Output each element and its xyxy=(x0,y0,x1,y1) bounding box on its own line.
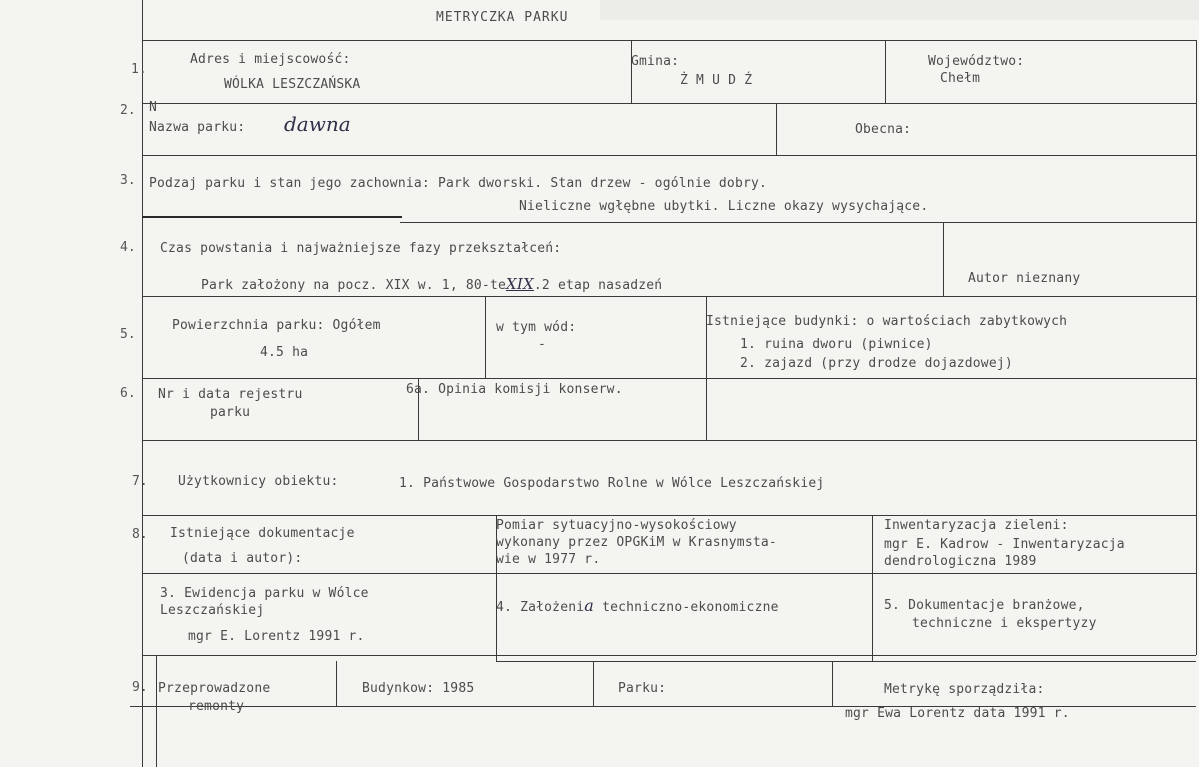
users-value: 1. Państwowe Gospodarstwo Rolne w Wólce Leszczańskiej xyxy=(399,476,825,491)
grid-line-vertical xyxy=(776,103,777,155)
building-item-2: 2. zajazd (przy drodze dojazdowej) xyxy=(740,356,1013,371)
row2-marker: N xyxy=(149,100,158,115)
author-value: Autor nieznany xyxy=(968,271,1081,286)
doc-inventory-line-1: Inwentaryzacja zieleni: xyxy=(884,518,1069,533)
grid-line-vertical xyxy=(872,515,873,661)
renovations-buildings: Budynkow: 1985 xyxy=(362,681,475,696)
doc-branch-line-1: 5. Dokumentacje branżowe, xyxy=(884,598,1085,613)
prepared-by-label: Metrykę sporządziła: xyxy=(884,682,1045,697)
doc-survey-line-2: wykonany przez OPGKiM w Krasnymsta- xyxy=(496,535,777,550)
address-label: Adres i miejscowość: xyxy=(190,52,351,67)
doc-technical-text-2: techniczno-ekonomiczne xyxy=(594,600,779,615)
row-number-7: 7. xyxy=(132,474,148,489)
grid-line-vertical xyxy=(832,661,833,707)
grid-line-horizontal xyxy=(142,440,1196,441)
prepared-by-value: mgr Ewa Lorentz data 1991 r. xyxy=(845,706,1070,721)
doc-technical-text-1: 4. Założeni xyxy=(496,600,585,615)
voivodeship-label: Województwo: xyxy=(928,54,1025,69)
voivodeship-value: Chełm xyxy=(940,71,981,86)
docs-label-2: (data i autor): xyxy=(182,551,303,566)
current-name-label: Obecna: xyxy=(855,122,912,137)
docs-label: Istniejące dokumentacje xyxy=(170,526,355,541)
grid-line-horizontal xyxy=(496,661,1196,662)
water-label: w tym wód: xyxy=(496,320,577,335)
building-item-1: 1. ruina dworu (piwnice) xyxy=(740,337,933,352)
grid-line-horizontal xyxy=(142,40,1196,41)
doc-register-line-3: mgr E. Lorentz 1991 r. xyxy=(188,629,365,644)
grid-line-horizontal xyxy=(400,222,1196,223)
grid-line-vertical xyxy=(1196,40,1197,655)
row-number-9: 9. xyxy=(132,680,148,695)
grid-line-vertical xyxy=(885,40,886,104)
doc-inventory-line-3: dendrologiczna 1989 xyxy=(884,554,1037,569)
grid-line-vertical xyxy=(593,661,594,707)
paper-shading xyxy=(600,0,1199,20)
grid-line-horizontal xyxy=(142,155,1196,156)
history-value xyxy=(201,276,662,294)
buildings-label: Istniejące budynki: o wartościach zabytkowych xyxy=(706,314,1068,329)
doc-technical-handwritten: a xyxy=(584,596,595,615)
renovations-label-2: remonty xyxy=(188,699,245,714)
park-name-handwritten: dawna xyxy=(284,112,351,136)
grid-line-horizontal xyxy=(142,216,402,218)
register-label: Nr i data rejestru xyxy=(158,387,303,402)
row-number-3: 3. xyxy=(120,173,136,188)
doc-branch-line-2: techniczne i ekspertyzy xyxy=(912,616,1097,631)
register-label-2: parku xyxy=(210,405,251,420)
grid-line-horizontal xyxy=(142,573,1196,574)
history-value-text: Park założony na pocz. XIX w. 1, 80-te xyxy=(201,278,507,293)
grid-line-vertical xyxy=(943,222,944,297)
grid-line-vertical xyxy=(336,661,337,707)
history-value-text-2: .2 etap nasadzeń xyxy=(533,278,663,293)
row-number-5: 5. xyxy=(120,327,136,342)
history-handwritten-century: XIX xyxy=(506,275,534,293)
renovations-label: Przeprowadzone xyxy=(158,681,271,696)
grid-line-vertical xyxy=(631,40,632,104)
doc-survey-line-1: Pomiar sytuacyjno-wysokościowy xyxy=(496,518,737,533)
conservator-opinion-label: 6a. Opinia komisji konserw. xyxy=(406,382,623,397)
row-number-6: 6. xyxy=(120,386,136,401)
grid-line-horizontal xyxy=(142,655,1196,656)
park-type-line-2: Nieliczne wgłębne ubytki. Liczne okazy wysychające. xyxy=(519,199,929,214)
doc-technical-economic xyxy=(496,598,779,616)
grid-line-vertical xyxy=(485,296,486,379)
doc-register-line-1: 3. Ewidencja parku w Wólce xyxy=(160,586,369,601)
form-title: METRYCZKA PARKU xyxy=(436,10,569,25)
gmina-label: Gmina: xyxy=(631,54,680,69)
row-number-8: 8. xyxy=(132,527,148,542)
row-number-2: 2. xyxy=(120,103,136,118)
area-value: 4.5 ha xyxy=(260,345,309,360)
doc-survey-line-3: wie w 1977 r. xyxy=(496,552,601,567)
row-number-4: 4. xyxy=(120,240,136,255)
park-name-label: Nazwa parku: xyxy=(149,120,246,135)
grid-line-vertical xyxy=(156,655,157,767)
doc-inventory-line-2: mgr E. Kadrow - Inwentaryzacja xyxy=(884,537,1125,552)
area-label: Powierzchnia parku: Ogółem xyxy=(172,318,381,333)
park-type-line-1: Podzaj parku i stan jego zachownia: Park dworski. Stan drzew - ogólnie dobry. xyxy=(149,176,768,191)
grid-line-horizontal xyxy=(142,515,1196,516)
row-number-1: 1. xyxy=(131,62,147,77)
address-value: WÓLKA LESZCZAŃSKA xyxy=(224,77,361,92)
users-label: Użytkownicy obiektu: xyxy=(178,474,339,489)
grid-line-horizontal xyxy=(142,296,1196,297)
grid-line-horizontal xyxy=(142,103,1196,104)
gmina-value: Ż M U D Ź xyxy=(680,73,753,88)
grid-line-vertical xyxy=(142,0,143,767)
history-label: Czas powstania i najważniejsze fazy przekształceń: xyxy=(160,241,562,256)
renovations-park: Parku: xyxy=(618,681,667,696)
grid-line-horizontal xyxy=(142,378,1196,379)
water-value: - xyxy=(538,337,547,352)
doc-register-line-2: Leszczańskiej xyxy=(160,603,265,618)
